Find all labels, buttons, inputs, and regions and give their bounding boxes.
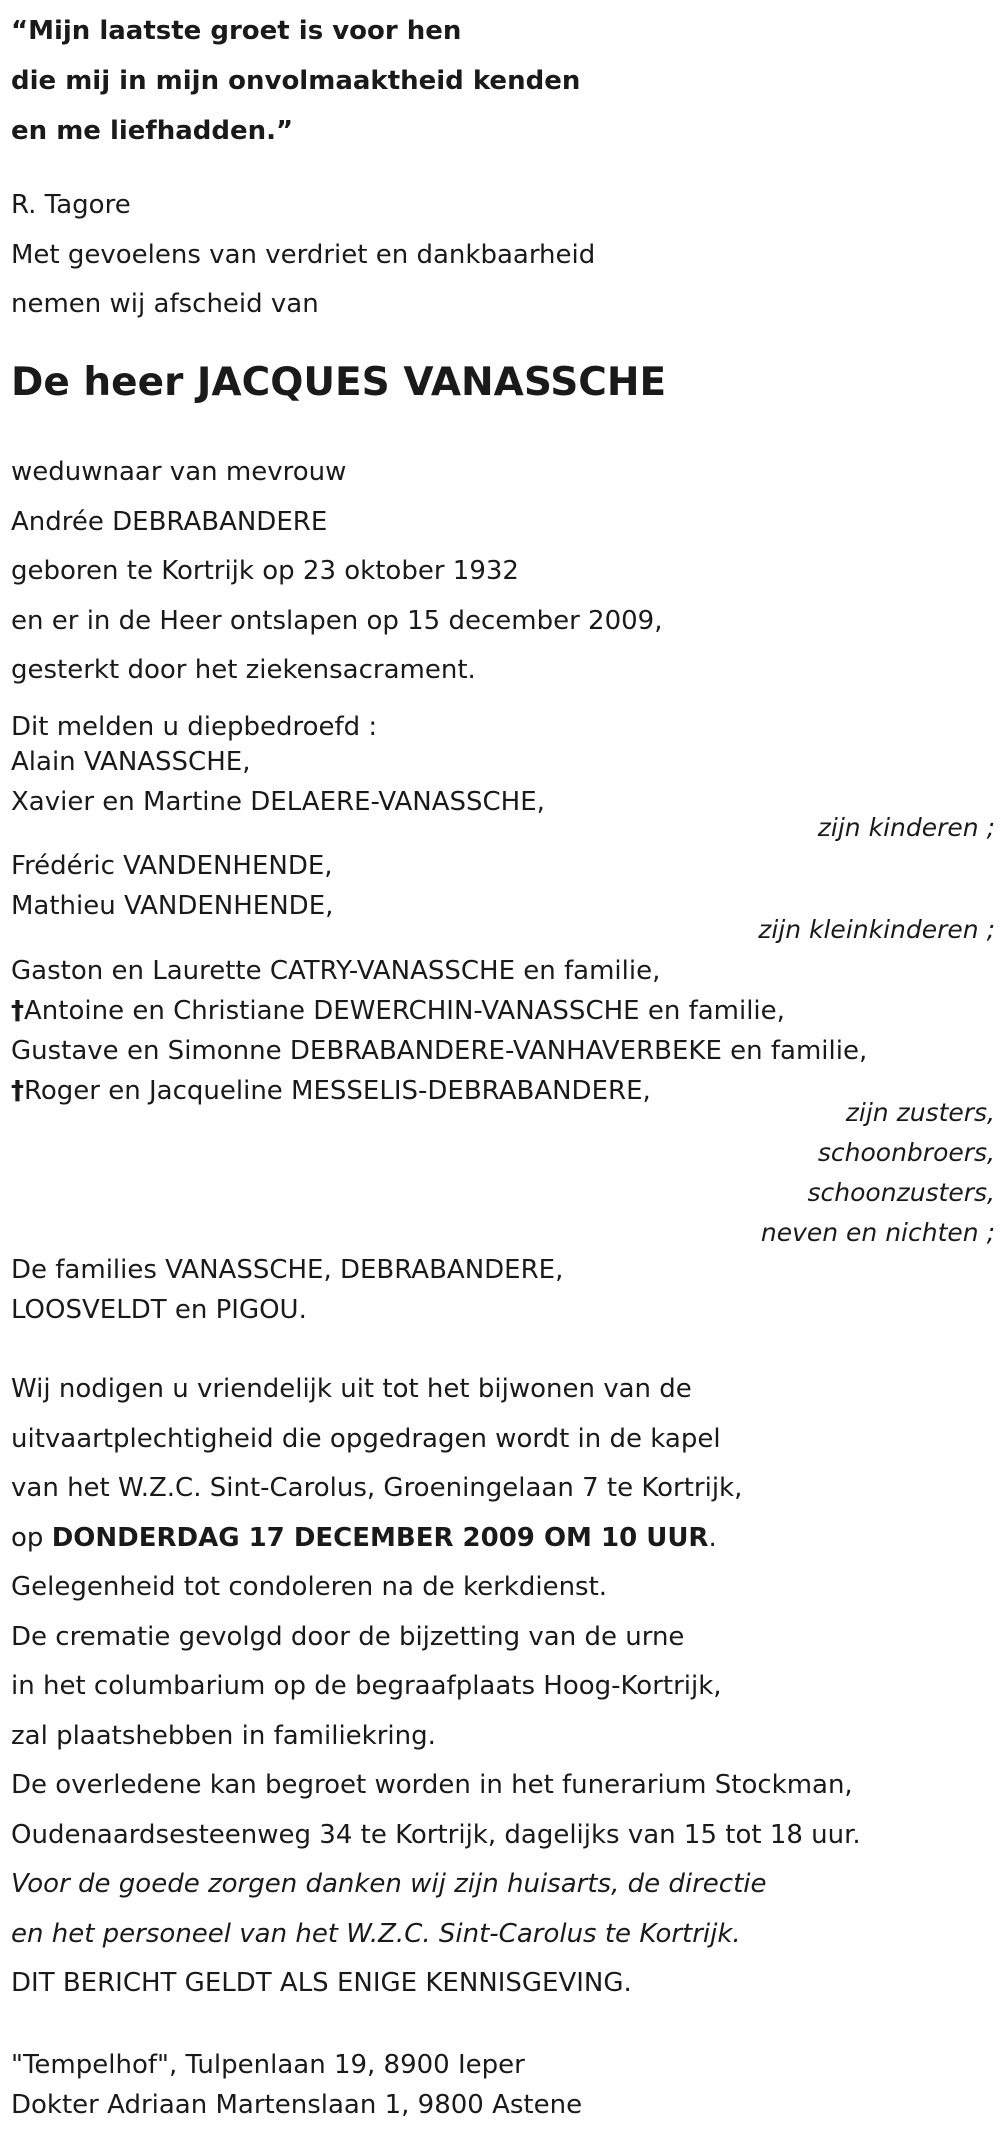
detail-line: gesterkt door het ziekensacrament.	[11, 655, 476, 685]
ceremony-line: zal plaatshebben in familiekring.	[11, 1720, 436, 1751]
ceremony-line: uitvaartplechtigheid die opgedragen wordt in de kapel	[11, 1423, 721, 1454]
quote-line: die mij in mijn onvolmaaktheid kenden	[11, 66, 581, 96]
detail-line: geboren te Kortrijk op 23 oktober 1932	[11, 556, 519, 586]
date-prefix: op	[11, 1522, 52, 1553]
deceased-name: De heer JACQUES VANASSCHE	[11, 360, 667, 405]
ceremony-info	[11, 1365, 861, 2009]
child-name: Alain VANASSCHE,	[11, 747, 251, 777]
ceremony-line: van het W.Z.C. Sint-Carolus, Groeningelaan 7 te Kortrijk,	[11, 1473, 743, 1503]
notice-line: DIT BERICHT GELDT ALS ENIGE KENNISGEVING.	[11, 1968, 632, 1998]
detail-line: en er in de Heer ontslapen op 15 december 2009,	[11, 605, 663, 636]
children-list	[11, 742, 545, 822]
cross-icon: †	[11, 1076, 24, 1106]
intro	[11, 181, 595, 330]
announcement-text: Dit melden u diepbedroefd :	[11, 712, 378, 742]
sibling-role: schoonbroers,	[817, 1138, 995, 1167]
sibling-line	[11, 991, 867, 1031]
child-name: Xavier en Martine DELAERE-VANASSCHE,	[11, 787, 545, 817]
announcement-line	[11, 707, 377, 747]
obituary-notice	[11, 0, 995, 2137]
intro-line: nemen wij afscheid van	[11, 289, 319, 319]
ceremony-date-line	[11, 1514, 861, 1564]
address-line: Dokter Adriaan Martenslaan 1, 9800 Astene	[11, 2090, 583, 2120]
detail-line: Andrée DEBRABANDERE	[11, 506, 328, 537]
siblings-list	[11, 951, 867, 1111]
sibling-line: Gaston en Laurette CATRY-VANASSCHE en familie,	[11, 956, 661, 986]
deceased-details	[11, 448, 662, 696]
ceremony-line: Wij nodigen u vriendelijk uit tot het bijwonen van de	[11, 1374, 692, 1404]
addresses	[11, 2045, 582, 2125]
ceremony-line: De crematie gevolgd door de bijzetting van de urne	[11, 1621, 685, 1652]
quote-line: en me liefhadden.”	[11, 116, 294, 146]
quote-line: “Mijn laatste groet is voor hen	[11, 16, 462, 46]
ceremony-line: Gelegenheid tot condoleren na de kerkdienst.	[11, 1572, 608, 1602]
family-line: De families VANASSCHE, DEBRABANDERE,	[11, 1255, 564, 1285]
sibling-role: neven en nichten ;	[760, 1218, 995, 1247]
thanks-line: en het personeel van het W.Z.C. Sint-Carolus te Kortrijk.	[11, 1918, 741, 1949]
families-list	[11, 1250, 563, 1330]
sibling-role: schoonzusters,	[807, 1178, 995, 1207]
sibling-role: zijn zusters,	[845, 1098, 995, 1127]
date-suffix: .	[708, 1522, 717, 1553]
grandchild-name: Mathieu VANDENHENDE,	[11, 891, 334, 921]
sibling-name: Antoine en Christiane DEWERCHIN-VANASSCHE en familie,	[24, 996, 785, 1026]
ceremony-line: De overledene kan begroet worden in het funerarium Stockman,	[11, 1770, 853, 1800]
intro-line: Met gevoelens van verdriet en dankbaarheid	[11, 239, 596, 270]
grandchild-name: Frédéric VANDENHENDE,	[11, 851, 333, 881]
tagore-quote	[11, 6, 580, 156]
quote-author: R. Tagore	[11, 190, 131, 220]
ceremony-date: DONDERDAG 17 DECEMBER 2009 OM 10 UUR	[51, 1522, 709, 1553]
grandchildren-list	[11, 846, 333, 926]
address-line: "Tempelhof", Tulpenlaan 19, 8900 Ieper	[11, 2050, 525, 2080]
sibling-line: Gustave en Simonne DEBRABANDERE-VANHAVERBEKE en familie,	[11, 1036, 868, 1066]
detail-line: weduwnaar van mevrouw	[11, 457, 347, 487]
sibling-name: Roger en Jacqueline MESSELIS-DEBRABANDERE,	[24, 1076, 651, 1106]
grandchildren-role: zijn kleinkinderen ;	[758, 915, 995, 944]
siblings-roles	[295, 1093, 995, 1253]
children-role: zijn kinderen ;	[817, 813, 995, 842]
family-line: LOOSVELDT en PIGOU.	[11, 1295, 307, 1325]
ceremony-line: Oudenaardsesteenweg 34 te Kortrijk, dagelijks van 15 tot 18 uur.	[11, 1819, 861, 1850]
ceremony-line: in het columbarium op de begraafplaats Hoog-Kortrijk,	[11, 1671, 722, 1701]
cross-icon: †	[11, 996, 24, 1026]
thanks-line: Voor de goede zorgen danken wij zijn huisarts, de directie	[11, 1869, 767, 1899]
